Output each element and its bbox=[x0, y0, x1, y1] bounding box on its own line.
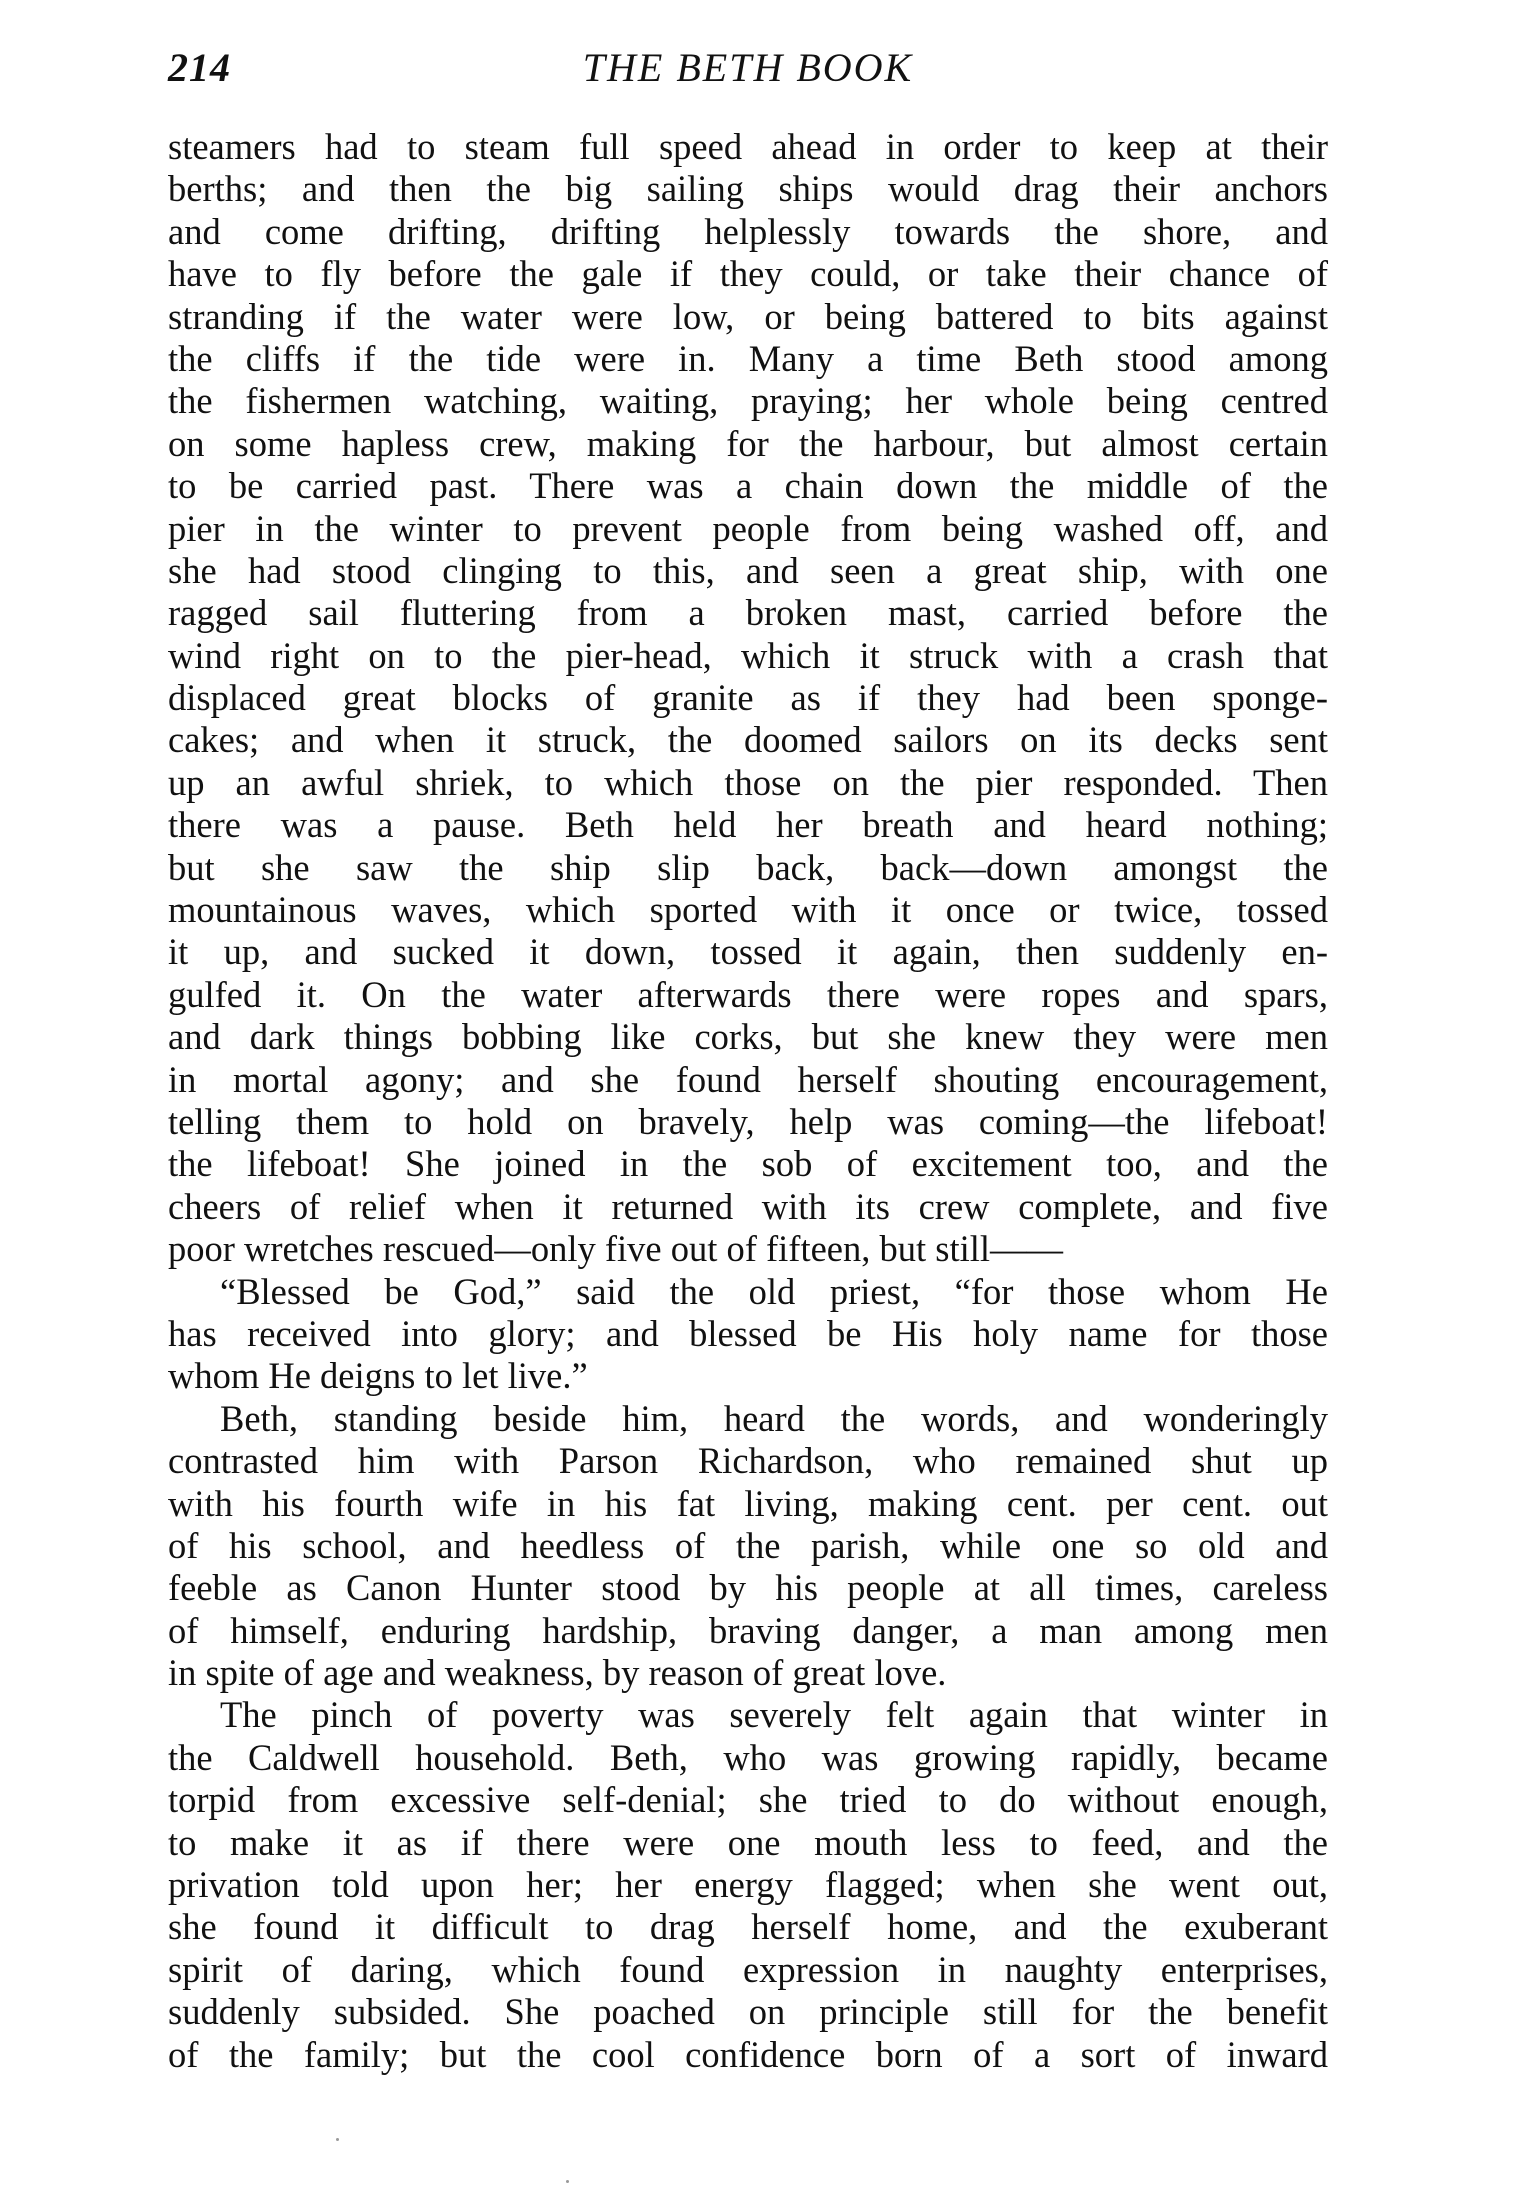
text-line: the lifeboat! She joined in the sob of excitement too, and the bbox=[168, 1143, 1328, 1185]
text-line: to make it as if there were one mouth less to feed, and the bbox=[168, 1821, 1328, 1863]
text-line: poor wretches rescued—only five out of fifteen, but still—— bbox=[168, 1228, 1064, 1270]
text-line: of his school, and heedless of the parish, while one so old and bbox=[168, 1524, 1328, 1566]
text-line: whom He deigns to let live.” bbox=[168, 1355, 588, 1397]
text-line: privation told upon her; her energy flagged; when she went out, bbox=[168, 1864, 1328, 1906]
text-line: stranding if the water were low, or being battered to bits against bbox=[168, 295, 1328, 337]
text-line: gulfed it. On the water afterwards there were ropes and spars, bbox=[168, 973, 1328, 1015]
text-line: ragged sail fluttering from a broken mast, carried before the bbox=[168, 592, 1328, 634]
text-line: telling them to hold on bravely, help was coming—the lifeboat! bbox=[168, 1100, 1328, 1142]
text-line: berths; and then the big sailing ships would drag their anchors bbox=[168, 168, 1328, 210]
text-line: torpid from excessive self-denial; she tried to do without enough, bbox=[168, 1779, 1328, 1821]
book-title: THE BETH BOOK bbox=[582, 45, 914, 90]
text-line: with his fourth wife in his fat living, making cent. per cent. out bbox=[168, 1482, 1328, 1524]
text-line: The pinch of poverty was severely felt again that winter in bbox=[220, 1694, 1328, 1736]
text-line: displaced great blocks of granite as if they had been sponge- bbox=[168, 677, 1328, 719]
text-line: of himself, enduring hardship, braving danger, a man among men bbox=[168, 1609, 1328, 1651]
text-line: the cliffs if the tide were in. Many a time Beth stood among bbox=[168, 337, 1328, 379]
text-line: and dark things bobbing like corks, but she knew they were men bbox=[168, 1016, 1328, 1058]
text-line: the fishermen watching, waiting, praying; her whole being centred bbox=[168, 380, 1328, 422]
text-line: the Caldwell household. Beth, who was growing rapidly, became bbox=[168, 1736, 1328, 1778]
text-line: in mortal agony; and she found herself shouting encouragement, bbox=[168, 1058, 1328, 1100]
text-line: steamers had to steam full speed ahead in order to keep at their bbox=[168, 126, 1328, 167]
text-line: contrasted him with Parson Richardson, who remained shut up bbox=[168, 1440, 1328, 1482]
body-text bbox=[168, 126, 1328, 2076]
page-number: 214 bbox=[168, 45, 231, 90]
text-line: Beth, standing beside him, heard the words, and wonderingly bbox=[220, 1397, 1328, 1439]
text-line: cheers of relief when it returned with its crew complete, and five bbox=[168, 1185, 1328, 1227]
text-line: has received into glory; and blessed be His holy name for those bbox=[168, 1312, 1328, 1354]
running-head bbox=[168, 44, 1328, 100]
print-speck bbox=[566, 2180, 569, 2183]
text-line: suddenly subsided. She poached on principle still for the benefit bbox=[168, 1991, 1328, 2033]
text-line: in spite of age and weakness, by reason of great love. bbox=[168, 1652, 947, 1694]
text-line: feeble as Canon Hunter stood by his people at all times, careless bbox=[168, 1567, 1328, 1609]
text-line: there was a pause. Beth held her breath and heard nothing; bbox=[168, 804, 1328, 846]
text-line: on some hapless crew, making for the harbour, but almost certain bbox=[168, 422, 1328, 464]
text-line: she had stood clinging to this, and seen a great ship, with one bbox=[168, 549, 1328, 591]
print-speck bbox=[336, 2138, 339, 2141]
text-line: to be carried past. There was a chain down the middle of the bbox=[168, 465, 1328, 507]
text-line: pier in the winter to prevent people from being washed off, and bbox=[168, 507, 1328, 549]
text-line: “Blessed be God,” said the old priest, “for those whom He bbox=[220, 1270, 1328, 1312]
text-line: cakes; and when it struck, the doomed sailors on its decks sent bbox=[168, 719, 1328, 761]
text-line: mountainous waves, which sported with it once or twice, tossed bbox=[168, 889, 1328, 931]
text-line: of the family; but the cool confidence born of a sort of inward bbox=[168, 2033, 1328, 2075]
text-line: wind right on to the pier-head, which it struck with a crash that bbox=[168, 634, 1328, 676]
text-line: spirit of daring, which found expression in naughty enterprises, bbox=[168, 1948, 1328, 1990]
text-line: it up, and sucked it down, tossed it again, then suddenly en- bbox=[168, 931, 1328, 973]
text-line: up an awful shriek, to which those on the pier responded. Then bbox=[168, 761, 1328, 803]
text-line: have to fly before the gale if they could, or take their chance of bbox=[168, 253, 1328, 295]
text-line: and come drifting, drifting helplessly towards the shore, and bbox=[168, 210, 1328, 252]
text-line: but she saw the ship slip back, back—down amongst the bbox=[168, 846, 1328, 888]
text-line: she found it difficult to drag herself home, and the exuberant bbox=[168, 1906, 1328, 1948]
